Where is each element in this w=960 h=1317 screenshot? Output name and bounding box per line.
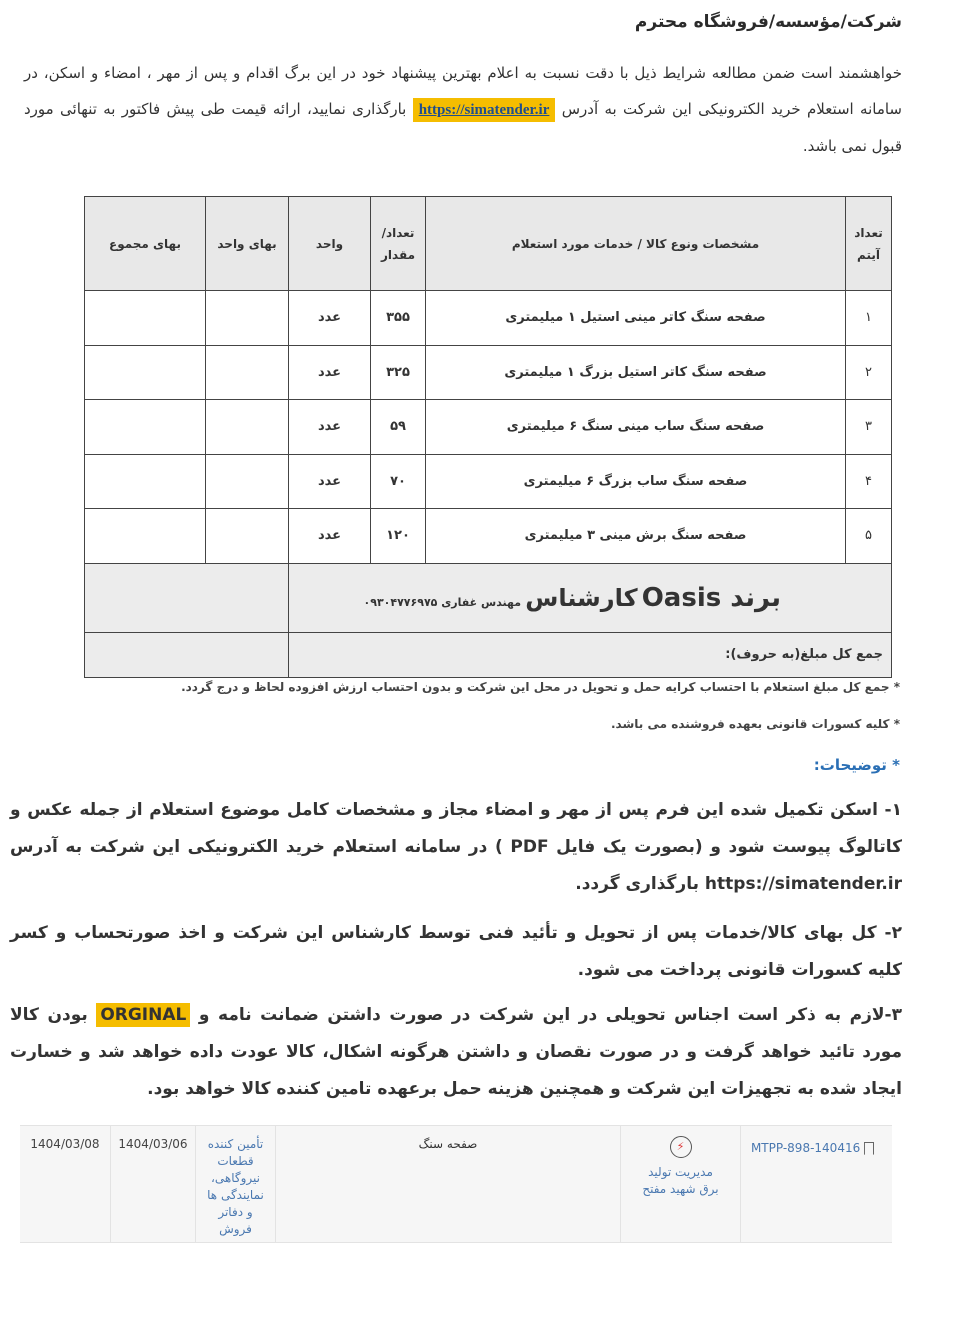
listing-code-cell	[740, 1126, 892, 1242]
header-desc: مشخصات ونوع کالا / خدمات مورد استعلام	[426, 197, 846, 291]
listing-category[interactable]: تأمین کننده قطعات نیروگاهی، نمایندگی ها و دفاتر فروش	[195, 1126, 275, 1242]
tender-listing-row[interactable]	[20, 1125, 892, 1243]
table-row	[85, 291, 892, 346]
explanation-1-text-3: بارگذاری گردد.	[575, 874, 705, 894]
item-number: ۳	[846, 400, 892, 455]
listing-title[interactable]: صفحه سنگ	[275, 1126, 620, 1242]
total-price-cell[interactable]	[85, 454, 206, 509]
item-unit: عدد	[289, 345, 371, 400]
item-unit: عدد	[289, 400, 371, 455]
item-desc: صفحه سنگ برش مینی ۳ میلیمتری	[426, 509, 846, 564]
expert-name: مهندس غفاری ۰۹۳۰۴۷۷۶۹۷۵	[363, 595, 522, 609]
item-unit: عدد	[289, 454, 371, 509]
unit-price-cell[interactable]	[206, 291, 289, 346]
total-price-cell[interactable]	[85, 509, 206, 564]
explanation-2: ۲- کل بهای کالا/خدمات پس از تحویل و تأئید فنی توسط کارشناس این شرکت و اخذ صورتحساب و کسر کلیه کسورات قانونی پرداخت می شود.	[10, 923, 902, 980]
item-qty: ۳۲۵	[371, 345, 426, 400]
intro-text: خواهشمند است ضمن مطالعه شرایط ذیل با دقت نسبت به اعلام بهترین پیشنهاد خود در این برگ اقدام و پس از مهر ، امضاء و اسکن، در سامانه استعلام خرید الکترونیکی این شرکت به آدرس	[24, 64, 903, 118]
expert-label: کارشناس	[525, 583, 638, 612]
header-unit: واحد	[289, 197, 371, 291]
item-qty: ۳۵۵	[371, 291, 426, 346]
explanation-1-text: ۱- اسکن تکمیل شده این فرم پس از مهر و امضاء مجاز و مشخصات کامل موضوع استعلام از جمله عکس و کاتالوگ پیوست شود و (بصورت یک فایل	[10, 800, 903, 857]
item-desc: صفحه سنگ ساب بزرگ ۶ میلیمتری	[426, 454, 846, 509]
item-desc: صفحه سنگ کاتر استیل بزرگ ۱ میلیمتری	[426, 345, 846, 400]
bookmark-icon[interactable]	[864, 1142, 874, 1155]
note-1: * جمع کل مبلغ استعلام با احتساب کرایه حمل و تحویل در محل این شرکت و بدون احتساب ارزش افزوده لحاظ و درج گردد.	[181, 680, 900, 694]
explanation-1-text-2: ) در سامانه استعلام خرید الکترونیکی این شرکت به آدرس	[10, 837, 511, 857]
listing-end-date: 1404/03/08	[30, 1137, 100, 1151]
item-desc: صفحه سنگ ساب مینی سنگ ۶ میلیمتری	[426, 400, 846, 455]
brand-cell	[289, 563, 892, 632]
explanations-title: * توضیحات:	[813, 756, 900, 774]
explanation-3-text: ۳-لازم به ذکر است اجناس تحویلی در این شرکت در صورت داشتن ضمانت نامه و	[190, 1005, 902, 1025]
total-price-cell[interactable]	[85, 345, 206, 400]
table-row	[85, 400, 892, 455]
simatender-link[interactable]: https://simatender.ir	[413, 98, 556, 122]
listing-code[interactable]: MTPP-898-140416	[750, 1141, 861, 1155]
item-qty: ۷۰	[371, 454, 426, 509]
sum-value-cell[interactable]	[85, 632, 289, 677]
unit-price-cell[interactable]	[206, 345, 289, 400]
explanation-3	[10, 997, 902, 1108]
intro-paragraph	[24, 55, 902, 164]
table-row	[85, 454, 892, 509]
page-title: شرکت/مؤسسه/فروشگاه محترم	[634, 12, 902, 32]
header-item: تعداد آیتم	[846, 197, 892, 291]
explanation-3-text-2: بودن کالا مورد تائید خواهد گرفت و در صورت نقصان و داشتن هرگونه اشکال، کالا عودت داده خواهد شد و خسارت ایجاد شده به تجهیزات این شرکت و همچنین هزینه حمل برعهده تامین کننده کالا خواهد بود.	[10, 1005, 902, 1099]
total-price-cell[interactable]	[85, 291, 206, 346]
unit-price-cell[interactable]	[206, 400, 289, 455]
note-2: * کلیه کسورات قانونی بعهده فروشنده می باشد.	[611, 717, 900, 731]
header-qty: تعداد/ مقدار	[371, 197, 426, 291]
table-row	[85, 509, 892, 564]
pdf-label: PDF	[510, 837, 549, 857]
listing-org[interactable]: مدیریت تولید برق شهید مفتح	[642, 1165, 719, 1196]
unit-price-cell[interactable]	[206, 509, 289, 564]
item-qty: ۱۲۰	[371, 509, 426, 564]
listing-start-date: 1404/03/06	[110, 1126, 195, 1242]
original-highlight: ORGINAL	[96, 1003, 190, 1027]
item-unit: عدد	[289, 291, 371, 346]
header-total: بهای مجموع	[85, 197, 206, 291]
table-row	[85, 345, 892, 400]
table-header-row	[85, 197, 892, 291]
item-qty: ۵۹	[371, 400, 426, 455]
simatender-link-2[interactable]: https://simatender.ir	[704, 874, 902, 894]
sum-row	[85, 632, 892, 677]
total-price-cell[interactable]	[85, 400, 206, 455]
item-desc: صفحه سنگ کاتر مینی استیل ۱ میلیمتری	[426, 291, 846, 346]
item-number: ۱	[846, 291, 892, 346]
org-logo-icon: ⚡	[670, 1136, 692, 1158]
item-number: ۵	[846, 509, 892, 564]
brand-label: برند Oasis	[641, 582, 781, 613]
inquiry-table	[84, 196, 892, 678]
unit-price-cell[interactable]	[206, 454, 289, 509]
header-unit-price: بهای واحد	[206, 197, 289, 291]
item-number: ۲	[846, 345, 892, 400]
brand-empty-cell	[85, 563, 289, 632]
brand-row	[85, 563, 892, 632]
explanation-1	[10, 792, 902, 903]
intro-text-end: بارگذاری نمایید، ارائه قیمت طی پیش فاکتور به تنهائی مورد قبول نمی باشد.	[24, 100, 902, 155]
sum-label: جمع کل مبلغ(به حروف):	[289, 632, 892, 677]
listing-org-cell	[620, 1126, 740, 1242]
item-number: ۴	[846, 454, 892, 509]
item-unit: عدد	[289, 509, 371, 564]
